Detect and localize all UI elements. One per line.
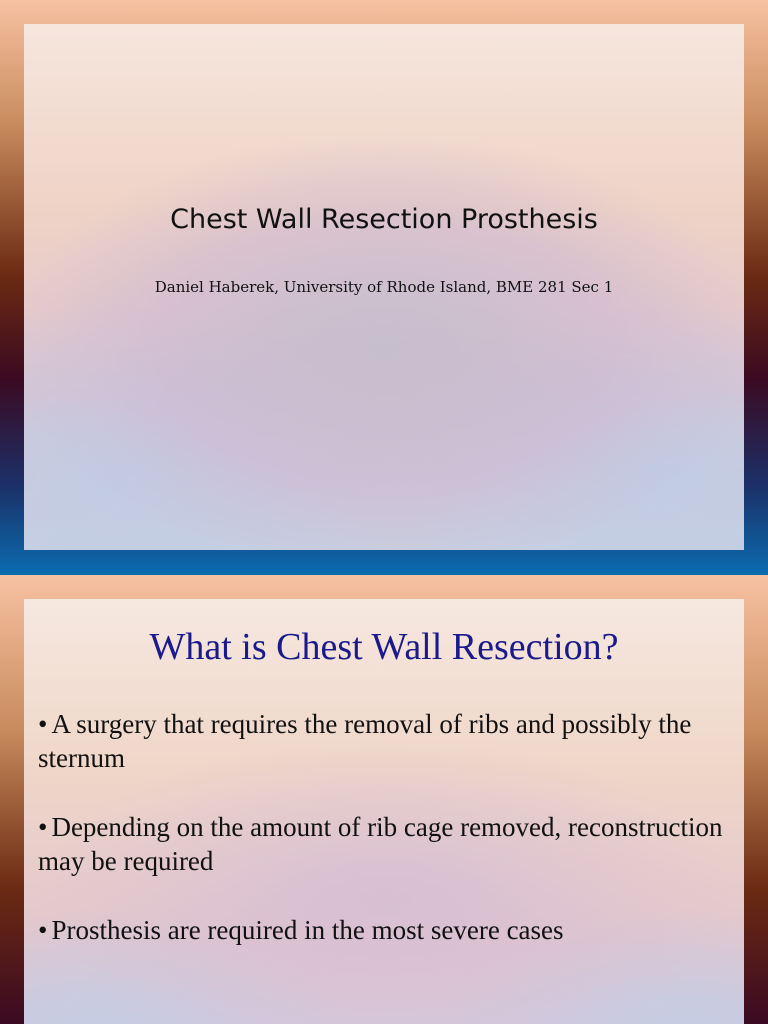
slide-2-title: What is Chest Wall Resection?: [149, 626, 619, 668]
bullet-item: [38, 707, 728, 775]
bullet-icon: •: [38, 915, 48, 945]
slide-2-frame: [0, 575, 768, 1024]
slide-1-title: Chest Wall Resection Prosthesis: [170, 204, 598, 235]
bullet-item: [38, 810, 728, 878]
slide-1: [24, 24, 744, 550]
bullet-icon: •: [38, 812, 48, 842]
bullet-text: A surgery that requires the removal of ribs and possibly the sternum: [38, 709, 692, 773]
slide-1-subtitle: Daniel Haberek, University of Rhode Island, BME 281 Sec 1: [154, 278, 614, 296]
slide-2-bullet-list: [38, 707, 728, 982]
bullet-text: Prosthesis are required in the most severe cases: [51, 915, 564, 945]
slide-2: [24, 599, 744, 1024]
bullet-item: [38, 913, 728, 947]
bullet-text: Depending on the amount of rib cage removed, reconstruction may be required: [38, 812, 723, 876]
bullet-icon: •: [38, 709, 48, 739]
